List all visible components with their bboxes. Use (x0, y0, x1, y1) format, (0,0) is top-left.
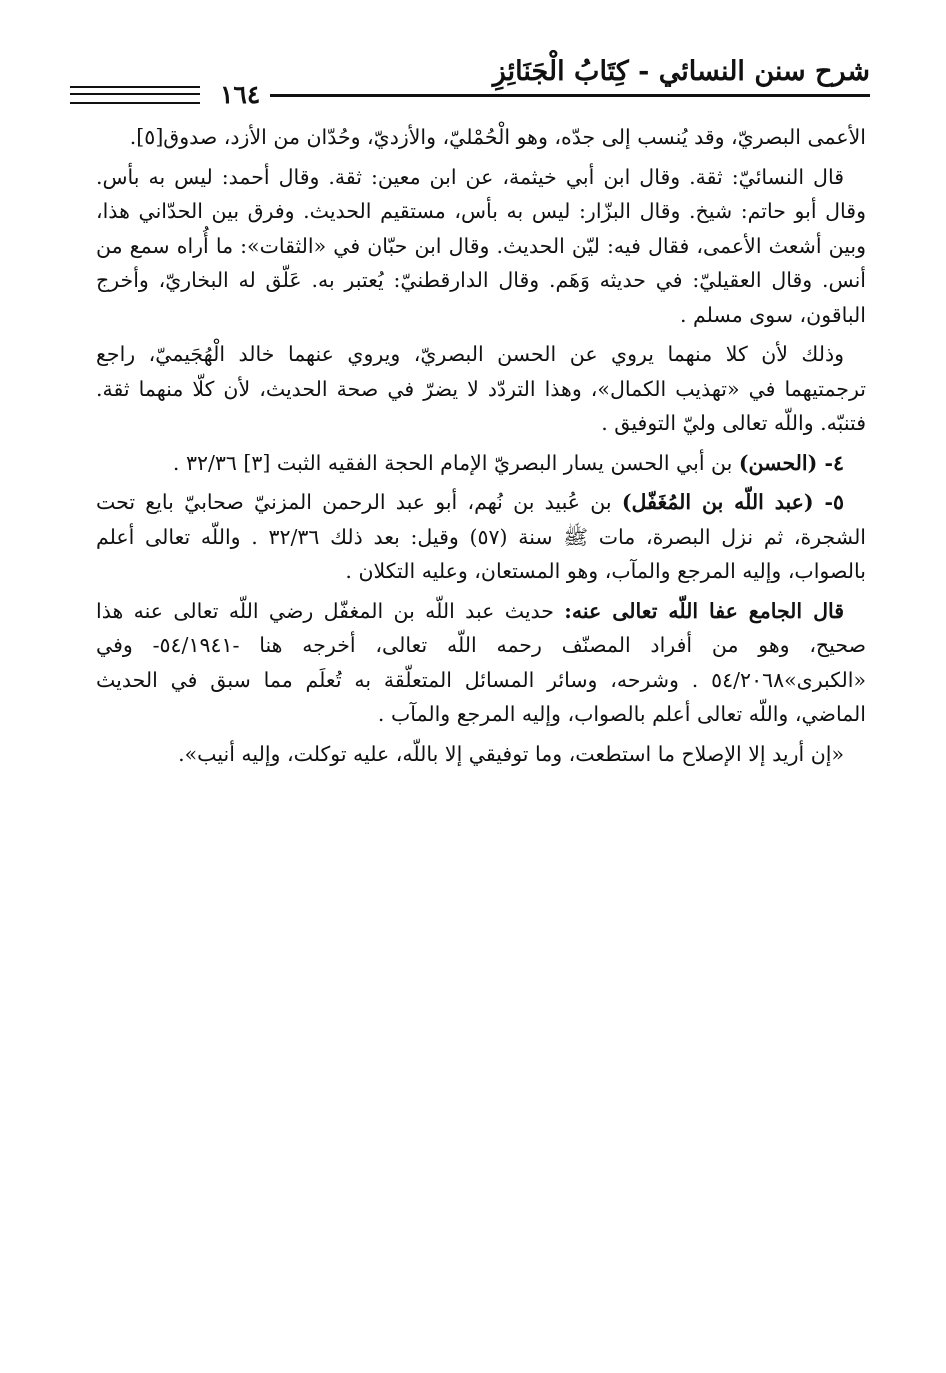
paragraph (96, 337, 866, 441)
paragraph-text: قال النسائيّ: ثقة. وقال ابن أبي خيثمة، عن ابن معين: ثقة. وقال أحمد: ليس به بأس. وقال أبو حاتم: شيخ. وقال البزّار: ليس به بأس، مستقيم الحديث. وفرق بين الحدّاني هذا، وبين أشعث الأعمى، فقال فيه: ليّن الحديث. وقال ابن حبّان في «الثقات»: ما أُراه سمع من أنس. وقال العقيليّ: في حديثه وَهَم. وقال الدارقطنيّ: يُعتبر به. عَلّق له البخاريّ، وأخرج الباقون، سوى مسلم . (96, 164, 866, 327)
paragraph (96, 120, 866, 155)
paragraph-lead: ٤- (الحسن) (738, 450, 844, 475)
paragraph (96, 737, 866, 772)
paragraph (96, 446, 866, 481)
body-text (96, 120, 866, 776)
paragraph-text: بن عُبيد بن نُهم، أبو عبد الرحمن المزنيّ صحابيّ بايع تحت الشجرة، ثم نزل البصرة، مات ﷺ سنة (٥٧) وقيل: بعد ذلك ٣٢/٣٦ . واللّه تعالى أعلم بالصواب، وإليه المرجع والمآب، وهو المستعان، وعليه التكلان . (96, 490, 867, 583)
paragraph (96, 485, 866, 589)
page-number-rule (70, 86, 200, 104)
paragraph-text: وذلك لأن كلا منهما يروي عن الحسن البصريّ، ويروي عنهما خالد الْهُجَيميّ، راجع ترجمتيهما في «تهذيب الكمال»، وهذا التردّد لا يضرّ في صحة الحديث، لأن كلّا منهما ثقة. فتنبّه. واللّه تعالى وليّ التوفيق . (96, 342, 866, 435)
paragraph-lead: ٥- (عبد اللّه بن المُغَفّل) (621, 490, 845, 514)
paragraph-text: الأعمى البصريّ، وقد يُنسب إلى جدّه، وهو الْحُمْليّ، والأزديّ، وحُدّان من الأزد، صدوق[٥]. (129, 125, 866, 149)
paragraph-text: «إن أريد إلا الإصلاح ما استطعت، وما توفيقي إلا باللّه، عليه توكلت، وإليه أنيب». (178, 741, 844, 766)
page-number: ١٦٤ (210, 80, 270, 110)
paragraph-lead: قال الجامع عفا اللّه تعالى عنه: (564, 598, 845, 623)
header-title: شرح سنن النسائي - كِتَابُ الْجَنَائِزِ (492, 56, 870, 87)
running-header (70, 52, 870, 112)
paragraph (96, 594, 866, 732)
paragraph-text: حديث عبد اللّه بن المغفّل رضي اللّه تعالى عنه هذا صحيح، وهو من أفراد المصنّف رحمه اللّه تعالى، أخرجه هنا -٥٤/١٩٤١- وفي «الكبرى»٥٤/٢٠٦٨ . وشرحه، وسائر المسائل المتعلّقة به تُعلَم مما سبق في الحديث الماضي، واللّه تعالى أعلم بالصواب، وإليه المرجع والمآب . (96, 598, 866, 726)
paragraph (96, 160, 866, 333)
header-rule (260, 94, 870, 97)
paragraph-text: بن أبي الحسن يسار البصريّ الإمام الحجة الفقيه الثبت [٣] ٣٢/٣٦ . (172, 450, 739, 475)
